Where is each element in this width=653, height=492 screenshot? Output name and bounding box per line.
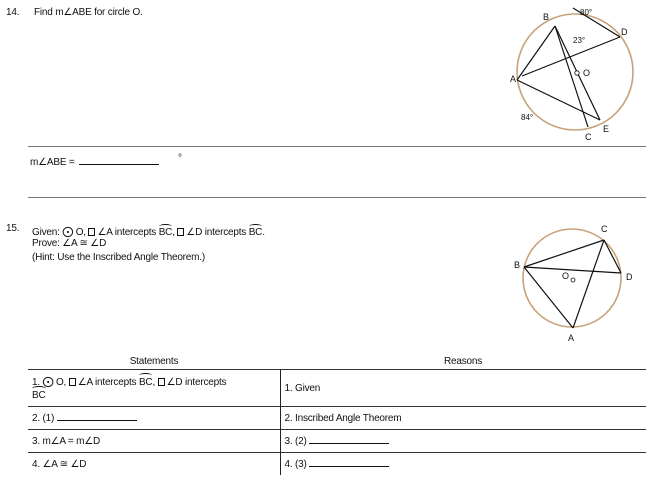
q14-arc-80: 80° <box>580 8 593 17</box>
proof-row-4 <box>28 453 646 476</box>
q14-number: 14. <box>6 7 20 18</box>
proof-row-3 <box>28 430 646 453</box>
statement-1-arc2: BC <box>32 390 46 401</box>
divider-mid <box>28 197 646 198</box>
box-icon <box>88 228 95 236</box>
statement-2-label: 2. (1) <box>32 412 55 424</box>
statement-2 <box>28 407 280 430</box>
q15-center-dot <box>571 278 575 282</box>
q14-answer-label: m∠ABE = <box>30 157 75 168</box>
reason-3-label: 3. (2) <box>284 435 307 447</box>
q14-label-c: C <box>585 132 592 142</box>
reason-4 <box>280 453 646 476</box>
statement-1 <box>28 370 280 407</box>
q14-figure <box>500 0 650 150</box>
circle-dot-icon: ⨀ <box>62 226 74 238</box>
q15-prove: Prove: ∠A ≅ ∠D <box>32 238 107 249</box>
q15-given-arc2: BC <box>248 227 263 238</box>
q15-label-b: B <box>514 260 521 270</box>
reason-3 <box>280 430 646 453</box>
q15-given-prefix: Given: <box>32 227 60 238</box>
q15-number: 15. <box>6 223 20 234</box>
box-icon <box>177 228 184 236</box>
proof-row-2 <box>28 407 646 430</box>
reason-1: 1. Given <box>280 370 646 407</box>
q15-label-a: A <box>568 333 575 343</box>
statement-4: 4. ∠A ≅ ∠D <box>28 453 280 476</box>
q15-chord-cd <box>604 240 621 273</box>
q15-label-d: D <box>626 272 633 282</box>
q15-given-a: ∠A intercepts <box>97 227 157 238</box>
q14-label-a: A <box>510 74 517 84</box>
statement-2-blank[interactable] <box>57 420 137 421</box>
statement-3: 3. m∠A = m∠D <box>28 430 280 453</box>
q15-figure <box>512 220 647 345</box>
divider-top <box>28 146 646 147</box>
q14-center-dot <box>575 71 579 75</box>
q14-label-b: B <box>543 12 550 22</box>
q15-label-o: O <box>562 271 570 281</box>
circle-dot-icon: ⨀ <box>42 376 54 388</box>
q15-given-comma: , <box>172 227 175 238</box>
statement-1-circle: O, <box>55 377 67 388</box>
q15-given-arc1: BC <box>158 227 173 238</box>
q15-given-circle: O, <box>75 227 86 238</box>
q14-label-e: E <box>603 124 610 134</box>
reason-4-label: 4. (3) <box>284 458 307 470</box>
statement-1-d: ∠D intercepts <box>166 377 227 388</box>
reason-2: 2. Inscribed Angle Theorem <box>280 407 646 430</box>
q15-given-end: . <box>262 227 265 238</box>
q14-angle-23: 23° <box>573 36 586 45</box>
q14-chord-ad <box>522 37 620 76</box>
q14-arc-84: 84° <box>521 113 534 122</box>
q15-chord-ac <box>573 240 604 328</box>
q15-given-d: ∠D intercepts <box>186 227 247 238</box>
q14-prompt: Find m∠ABE for circle O. <box>34 7 143 18</box>
statement-1-arc1: BC <box>138 377 153 388</box>
statement-1-num: 1. <box>32 377 40 388</box>
header-reasons: Reasons <box>280 353 646 370</box>
reason-4-blank[interactable] <box>309 466 389 467</box>
q14-label-o: O <box>583 68 591 78</box>
q14-label-d: D <box>621 27 628 37</box>
q15-label-c: C <box>601 224 608 234</box>
proof-row-1 <box>28 370 646 407</box>
proof-header-row <box>28 353 646 370</box>
q15-hint: (Hint: Use the Inscribed Angle Theorem.) <box>32 252 206 263</box>
statement-1-comma: , <box>152 377 156 388</box>
statement-1-a: ∠A intercepts <box>77 377 137 388</box>
reason-3-blank[interactable] <box>309 443 389 444</box>
proof-table <box>28 353 646 475</box>
q14-answer-line <box>30 157 159 168</box>
header-statements: Statements <box>28 353 280 370</box>
q15-given <box>32 225 265 238</box>
q14-degree: ° <box>178 153 182 164</box>
box-icon <box>158 378 165 386</box>
q14-chord-ab <box>517 26 555 80</box>
q14-answer-blank[interactable] <box>79 164 159 165</box>
box-icon <box>69 378 76 386</box>
q15-chord-bd <box>524 267 621 273</box>
